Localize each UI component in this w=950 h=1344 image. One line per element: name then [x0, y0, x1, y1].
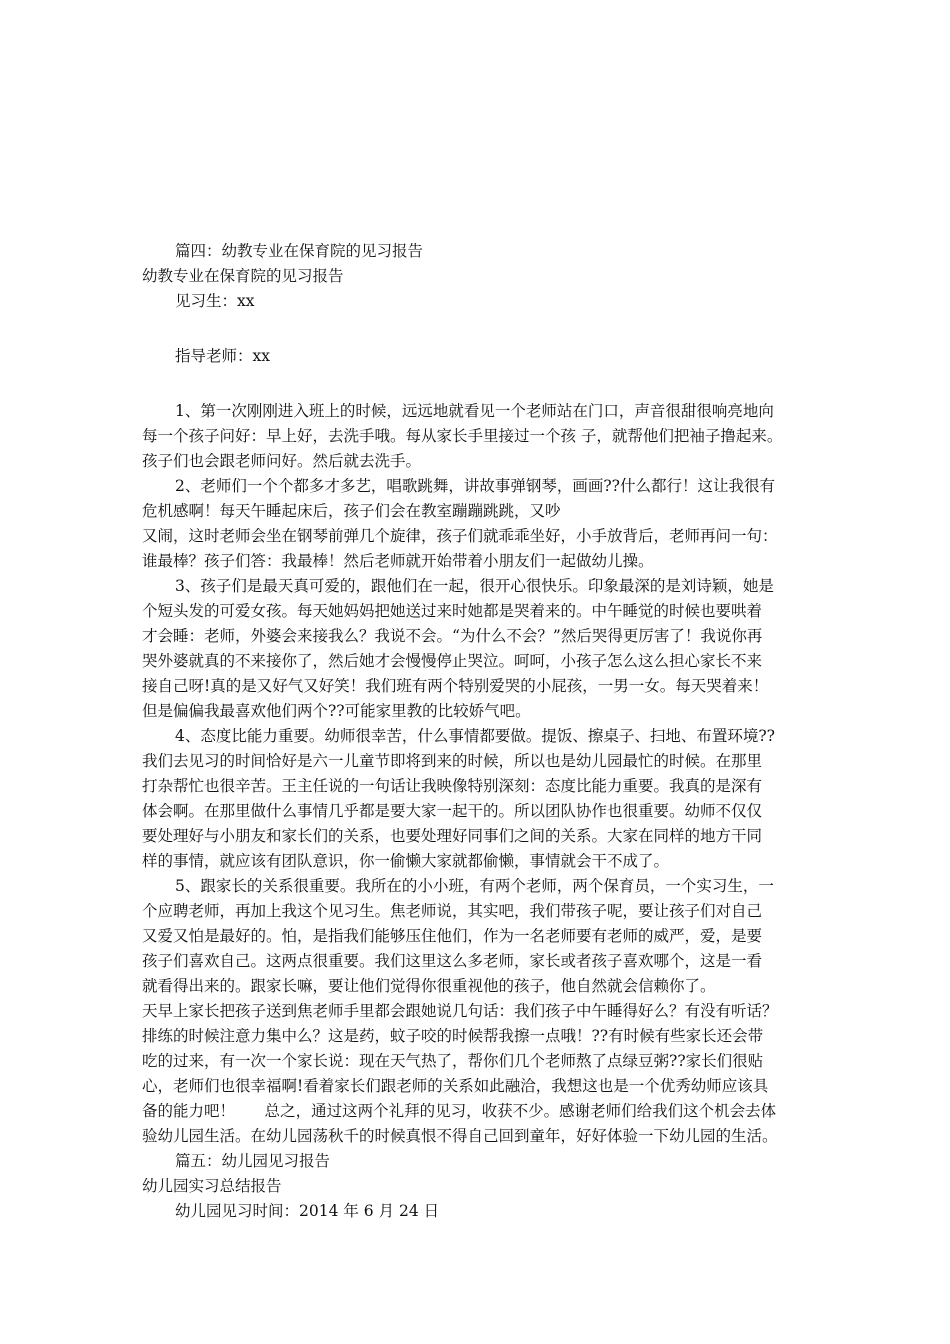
- paragraph-line: 我们去见习的时间恰好是六一儿童节即将到来的时候，所以也是幼儿园最忙的时候。在那里: [142, 752, 763, 770]
- paragraph-line: 每一个孩子问好：早上好，去洗手哦。每从家长手里接过一个孩 子，就帮他们把袖子撸起来。: [142, 427, 783, 445]
- paragraph-4: [142, 724, 832, 874]
- paragraph-line: 打杂帮忙也很辛苦。王主任说的一句话让我映像特别深刻：态度比能力重要。我真的是深有: [142, 777, 763, 795]
- document-page: [142, 239, 832, 1224]
- paragraph-line: 吃的过来，有一次一个家长说：现在天气热了，帮你们几个老师熬了点绿豆粥??家长们很贴: [142, 1052, 764, 1070]
- paragraph-line: 体会啊。在那里做什么事情几乎都是要大家一起干的。所以团队协作也很重要。幼师不仅仅: [142, 802, 763, 820]
- paragraph-line: 2、老师们一个个都多才多艺，唱歌跳舞，讲故事弹钢琴，画画??什么都行！这让我很有: [175, 477, 775, 495]
- paragraph-line: 哭外婆就真的不来接你了，然后她才会慢慢停止哭泣。呵呵，小孩子怎么这么担心家长不来: [142, 652, 763, 670]
- spacer: [142, 314, 832, 344]
- paragraph-line: 验幼儿园生活。在幼儿园荡秋千的时候真恨不得自己回到童年，好好体验一下幼儿园的生活。: [142, 1127, 778, 1145]
- paragraph-3: [142, 574, 832, 724]
- paragraph-line: 4、态度比能力重要。幼师很幸苦，什么事情都要做。提饭、擦桌子、扫地、布置环境??: [175, 727, 775, 745]
- paragraph-2: [142, 474, 832, 574]
- paragraph-line: 1、第一次刚刚进入班上的时候，远远地就看见一个老师站在门口，声音很甜很响亮地向: [175, 402, 774, 420]
- paragraph-line: 要处理好与小朋友和家长们的关系，也要处理好同事们之间的关系。大家在同样的地方干同: [142, 827, 763, 845]
- paragraph-line: 个短头发的可爱女孩。每天她妈妈把她送过来时她都是哭着来的。中午睡觉的时候也要哄着: [142, 602, 763, 620]
- teacher-line: 指导老师：xx: [175, 347, 270, 365]
- section4-title: 幼教专业在保育院的见习报告: [142, 267, 344, 285]
- section5-heading: 篇五：幼儿园见习报告: [175, 1152, 331, 1170]
- section5-title: 幼儿园实习总结报告: [142, 1177, 282, 1195]
- paragraph-line: 又闹，这时老师会坐在钢琴前弹几个旋律，孩子们就乖乖坐好，小手放背后，老师再问一句：: [142, 527, 778, 545]
- paragraph-line: 危机感啊！每天午睡起床后，孩子们会在教室蹦蹦跳跳，又吵: [142, 502, 561, 520]
- paragraph-1: [142, 399, 832, 474]
- paragraph-line: 孩子们也会跟老师问好。然后就去洗手。: [142, 452, 422, 470]
- paragraph-line: 排练的时候注意力集中么？这是药，蚊子咬的时候帮我擦一点哦！??有时候有些家长还会带: [142, 1027, 764, 1045]
- paragraph-line: 但是偏偏我最喜欢他们两个??可能家里教的比较娇气吧。: [142, 702, 531, 720]
- paragraph-line: 样的事情，就应该有团队意识，你一偷懒大家就都偷懒，事情就会干不成了。: [142, 852, 670, 870]
- paragraph-line: 就看得出来的。跟家长嘛，要让他们觉得你很重视他的孩子，他自然就会信赖你了。: [142, 977, 716, 995]
- paragraph-line: 孩子们喜欢自己。这两点很重要。我们这里这么多老师，家长或者孩子喜欢哪个，这是一看: [142, 952, 763, 970]
- spacer: [142, 369, 832, 399]
- paragraph-line: 心，老师们也很幸福啊!看着家长们跟老师的关系如此融洽，我想这也是一个优秀幼师应该具: [142, 1077, 769, 1095]
- section4-heading: 篇四：幼教专业在保育院的见习报告: [175, 242, 424, 260]
- student-line: 见习生：xx: [175, 292, 255, 310]
- paragraph-line: 天早上家长把孩子送到焦老师手里都会跟她说几句话：我们孩子中午睡得好么？有没有听话？: [142, 1002, 778, 1020]
- paragraph-line: 才会睡：老师，外婆会来接我么？我说不会。“为什么不会？”然后哭得更厉害了！我说你再: [142, 627, 763, 645]
- paragraph-line: 3、孩子们是最天真可爱的，跟他们在一起，很开心很快乐。印象最深的是刘诗颖，她是: [175, 577, 774, 595]
- paragraph-line: 个应聘老师，再加上我这个见习生。焦老师说，其实吧，我们带孩子呢，要让孩子们对自己: [142, 902, 763, 920]
- paragraph-line: 谁最棒？孩子们答：我最棒！然后老师就开始带着小朋友们一起做幼儿操。: [142, 552, 654, 570]
- paragraph-line: 又爱又怕是最好的。怕，是指我们能够压住他们，作为一名老师要有老师的威严，爱，是要: [142, 927, 763, 945]
- observation-date: 幼儿园见习时间：2014 年 6 月 24 日: [175, 1202, 440, 1220]
- paragraph-line: 5、跟家长的关系很重要。我所在的小小班，有两个老师，两个保育员，一个实习生，一: [175, 877, 774, 895]
- paragraph-line: 接自己呀!真的是又好气又好笑！我们班有两个特别爱哭的小屁孩，一男一女。每天哭着来！: [142, 677, 769, 695]
- paragraph-5: [142, 874, 832, 1149]
- paragraph-line: 备的能力吧！ 总之，通过这两个礼拜的见习，收获不少。感谢老师们给我们这个机会去体: [142, 1102, 777, 1120]
